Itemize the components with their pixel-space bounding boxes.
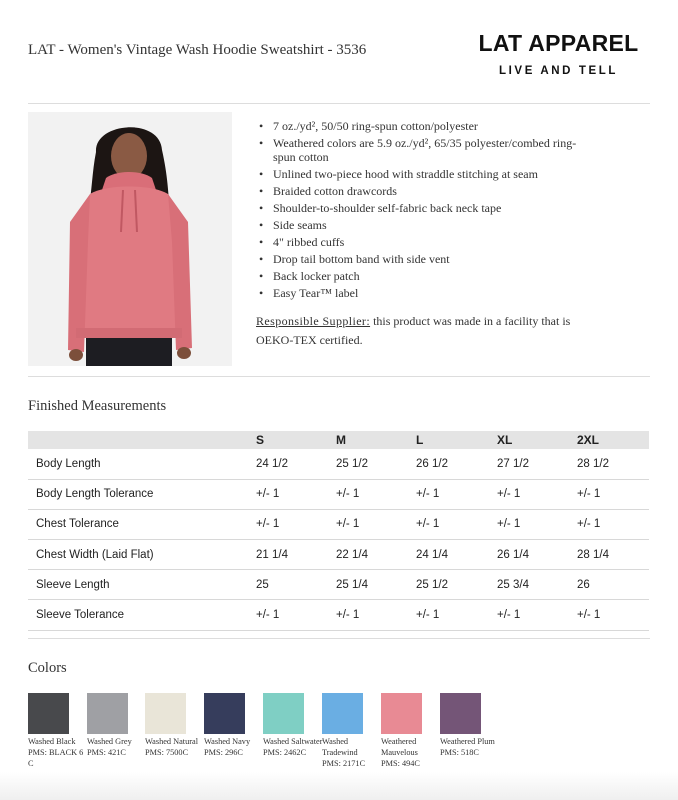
table-cell: +/- 1 [336,479,416,509]
table-cell: +/- 1 [256,479,336,509]
color-option[interactable] [204,693,264,758]
brand-logo [466,30,651,77]
color-option[interactable] [322,693,382,769]
size-header: XL [497,431,577,449]
table-cell: +/- 1 [497,600,577,630]
table-cell: 25 1/2 [416,570,497,600]
color-option[interactable] [263,693,323,758]
table-cell: 26 1/2 [416,449,497,479]
size-header: M [336,431,416,449]
color-swatch[interactable] [263,693,304,734]
table-cell: 25 3/4 [497,570,577,600]
table-cell: 24 1/4 [416,540,497,570]
row-label: Body Length Tolerance [28,479,256,509]
section-divider [28,638,650,639]
table-header-row [28,431,649,449]
color-option[interactable] [145,693,205,758]
color-pms: PMS: 296C [204,748,243,757]
feature-item: • 4" ribbed cuffs [258,236,598,250]
table-row [28,540,649,570]
header-divider [28,103,650,104]
table-cell: 21 1/4 [256,540,336,570]
table-cell: +/- 1 [497,479,577,509]
brand-tagline: LIVE AND TELL [499,65,618,77]
color-swatch[interactable] [87,693,128,734]
color-swatch[interactable] [322,693,363,734]
product-photo [28,112,232,366]
table-cell: +/- 1 [577,509,649,539]
color-swatch[interactable] [28,693,69,734]
feature-item: • Braided cotton drawcords [258,185,598,199]
table-cell: +/- 1 [577,600,649,630]
table-row [28,600,649,630]
color-swatch[interactable] [440,693,481,734]
table-cell: +/- 1 [416,600,497,630]
header-blank [28,431,256,449]
color-name: Weathered Plum [440,737,495,746]
section-divider [28,376,650,377]
table-cell: 28 1/2 [577,449,649,479]
table-cell: 22 1/4 [336,540,416,570]
table-row [28,449,649,479]
table-cell: +/- 1 [577,479,649,509]
color-pms: PMS: BLACK 6 C [28,748,84,768]
table-cell: +/- 1 [416,509,497,539]
table-cell: 25 1/4 [336,570,416,600]
color-name: Weathered Mauvelous [381,737,418,757]
feature-item: • Easy Tear™ label [258,287,598,301]
table-cell: +/- 1 [256,600,336,630]
row-label: Sleeve Length [28,570,256,600]
color-name: Washed Saltwater [263,737,323,746]
color-name: Washed Grey [87,737,132,746]
supplier-text: this product was made in a facility that is OEKO-TEX certified. [256,314,571,347]
color-swatch[interactable] [204,693,245,734]
table-row [28,570,649,600]
color-pms: PMS: 2462C [263,748,307,757]
feature-item: • Unlined two-piece hood with straddle stitching at seam [258,168,598,182]
feature-item: • Side seams [258,219,598,233]
color-name: Washed Navy [204,737,251,746]
size-header: 2XL [577,431,649,449]
measurements-heading: Finished Measurements [28,398,167,414]
supplier-note [256,312,606,350]
table-cell: 26 [577,570,649,600]
color-pms: PMS: 7500C [145,748,189,757]
size-header: S [256,431,336,449]
table-cell: 27 1/2 [497,449,577,479]
feature-item: • 7 oz./yd², 50/50 ring-spun cotton/polyester [258,120,598,134]
measurements-table [28,431,649,631]
row-label: Sleeve Tolerance [28,600,256,630]
color-option[interactable] [87,693,147,758]
page-title: LAT - Women's Vintage Wash Hoodie Sweatshirt - 3536 [28,42,367,58]
table-cell: +/- 1 [336,509,416,539]
color-name: Washed Tradewind [322,737,358,757]
table-cell: +/- 1 [416,479,497,509]
supplier-label: Responsible Supplier: [256,314,371,328]
feature-item: • Weathered colors are 5.9 oz./yd², 65/35 polyester/combed ring-spun cotton [258,137,598,164]
table-cell: 24 1/2 [256,449,336,479]
row-label: Chest Tolerance [28,509,256,539]
table-cell: +/- 1 [256,509,336,539]
size-header: L [416,431,497,449]
table-cell: 28 1/4 [577,540,649,570]
color-swatch[interactable] [145,693,186,734]
color-pms: PMS: 518C [440,748,479,757]
color-option[interactable] [440,693,500,758]
color-option[interactable] [28,693,88,769]
table-cell: +/- 1 [336,600,416,630]
row-label: Chest Width (Laid Flat) [28,540,256,570]
color-pms: PMS: 2171C [322,759,366,768]
color-pms: PMS: 494C [381,759,420,768]
feature-item: • Shoulder-to-shoulder self-fabric back neck tape [258,202,598,216]
bottom-fade [0,772,678,800]
color-name: Washed Natural [145,737,199,746]
table-cell: 25 1/2 [336,449,416,479]
table-cell: 26 1/4 [497,540,577,570]
brand-name: LAT APPAREL [478,30,639,56]
feature-item: • Back locker patch [258,270,598,284]
table-cell: +/- 1 [497,509,577,539]
feature-list [258,120,598,304]
table-row [28,479,649,509]
colors-heading: Colors [28,660,67,676]
color-option[interactable] [381,693,441,769]
feature-item: • Drop tail bottom band with side vent [258,253,598,267]
color-name: Washed Black [28,737,76,746]
color-pms: PMS: 421C [87,748,126,757]
color-swatch[interactable] [381,693,422,734]
table-cell: 25 [256,570,336,600]
color-swatches [28,693,650,773]
row-label: Body Length [28,449,256,479]
table-row [28,509,649,539]
